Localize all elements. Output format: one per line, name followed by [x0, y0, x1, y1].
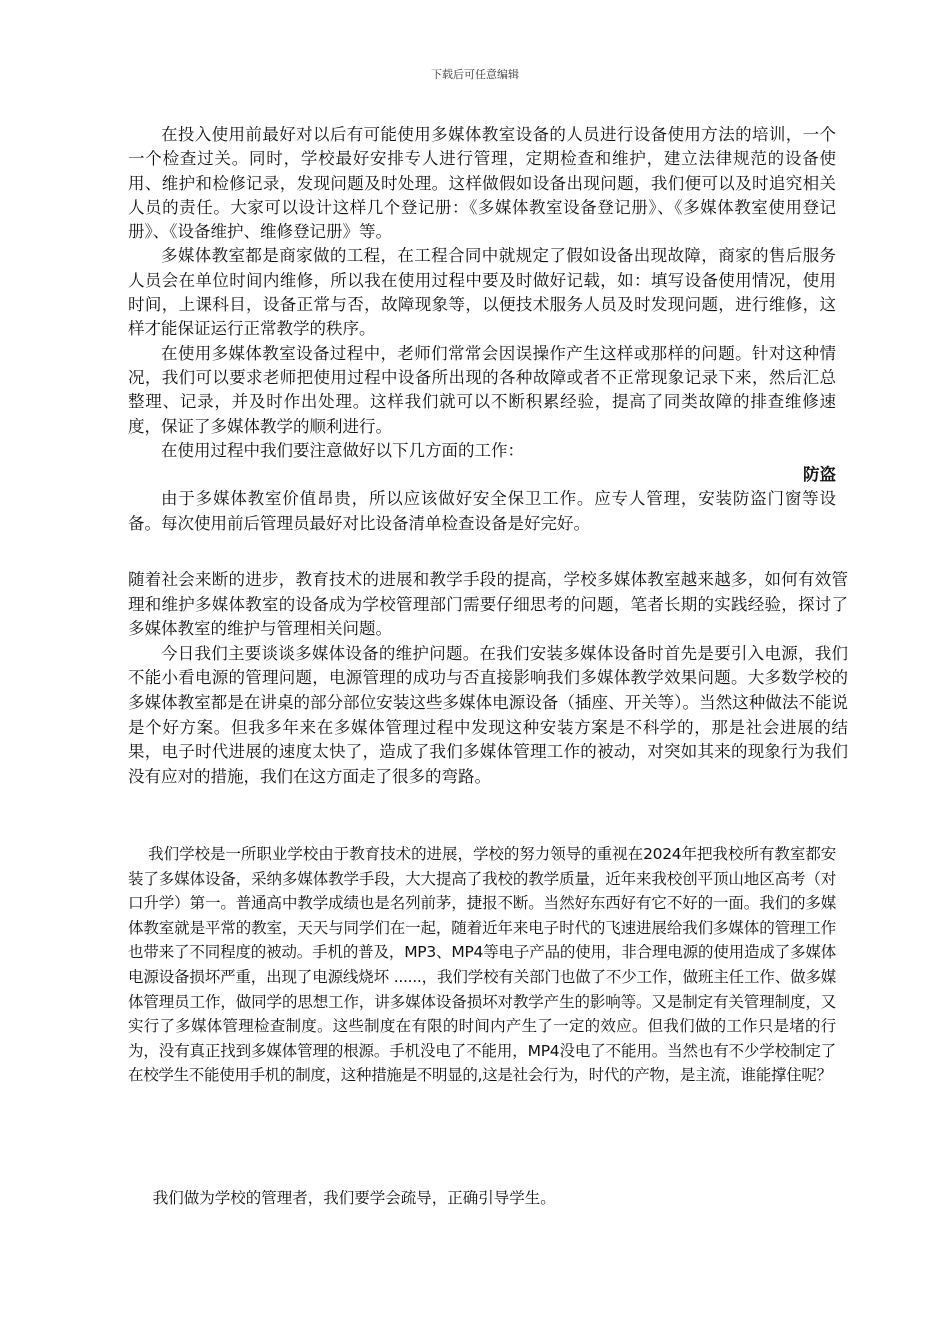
paragraph: 多媒体教室都是商家做的工程，在工程合同中就规定了假如设备出现故障，商家的售后服务人员会在单位时间内维修，所以我在使用过程中要及时做好记载，如：填写设备使用情况，使用时间，上课科目，设备正常与否，故障现象等，以便技术服务人员及时发现问题，进行维修，这样才能保证运行正常教学的秩序。: [128, 246, 836, 339]
paragraph: 今日我们主要谈谈多媒体设备的维护问题。在我们安装多媒体设备时首先是要引入电源，我们不能小看电源的管理问题，电源管理的成功与否直接影响我们多媒体教学效果问题。大多数学校的多媒体教室都是在讲桌的部分部位安装这些多媒体电源设备（插座、开关等）。当然这种做法不能说是个好方案。但我多年来在多媒体管理过程中发现这种安装方案是不科学的，那是社会进展的结果，电子时代进展的速度太快了，造成了我们多媒体管理工作的被动，对突如其来的现象行为我们没有应对的措施，我们在这方面走了很多的弯路。: [128, 643, 848, 786]
section-introduction: [128, 568, 848, 789]
section-maintenance-management: [128, 123, 836, 536]
paragraph: 由于多媒体教室价值昂贵，所以应该做好安全保卫工作。应专人管理，安装防盗门窗等设备。每次使用前后管理员最好对比设备清单检查设备是好完好。: [128, 489, 836, 533]
section-heading-theft-prevention: 防盗: [803, 465, 836, 485]
paragraph: 随着社会来断的进步，教育技术的进展和教学手段的提高，学校多媒体教室越来越多，如何有效管理和维护多媒体教室的设备成为学校管理部门需要仔细思考的问题，笔者长期的实践经验，探讨了多媒体教室的维护与管理相关问题。: [128, 570, 848, 639]
paragraph: 我们做为学校的管理者，我们要学会疏导，正确引导学生。: [152, 1189, 556, 1207]
paragraph: 在投入使用前最好对以后有可能使用多媒体教室设备的人员进行设备使用方法的培训，一个一个检查过关。同时，学校最好安排专人进行管理，定期检查和维护，建立法律规范的设备使用、维护和检修记录，发现问题及时处理。这样做假如设备出现问题，我们便可以及时追究相关人员的责任。大家可以设计这样几个登记册：《多媒体教室设备登记册》、《多媒体教室使用登记册》、《设备维护、维修登记册》等。: [128, 125, 836, 242]
page-header-note: 下载后可任意编辑: [431, 68, 519, 81]
paragraph: 在使用过程中我们要注意做好以下几方面的工作：: [161, 440, 524, 460]
section-school-case: [128, 842, 836, 1088]
paragraph: 我们学校是一所职业学校由于教育技术的进展，学校的努力领导的重视在2024年把我校所有教室都安装了多媒体设备，采纳多媒体教学手段，大大提高了我校的教学质量，近年来我校创平顶山地区高考（对口升学）第一。普通高中教学成绩也是名列前茅，捷报不断。当然好东西好有它不好的一面。我们的多媒体教室就是平常的教室，天天与同学们在一起，随着近年来电子时代的飞速进展给我们多媒体的管理工作也带来了不同程度的被动。手机的普及，MP3、MP4等电子产品的使用，非合理电源的使用造成了多媒体电源设备损坏严重，出现了电源线烧坏 ......，我们学校有关部门也做了不少工作，做班主任工作、做多媒体管理员工作，做同学的思想工作，讲多媒体设备损坏对教学产生的影响等。又是制定有关管理制度，又实行了多媒体管理检查制度。这些制度在有限的时间内产生了一定的效应。但我们做的工作只是堵的行为，没有真正找到多媒体管理的根源。手机没电了不能用，MP4没电了不能用。当然也有不少学校制定了在校学生不能使用手机的制度，这种措施是不明显的,这是社会行为，时代的产物，是主流，谁能撑住呢？: [128, 845, 836, 1085]
paragraph: 在使用多媒体教室设备过程中，老师们常常会因误操作产生这样或那样的问题。针对这种情况，我们可以要求老师把使用过程中设备所出现的各种故障或者不正常现象记录下来，然后汇总整理、记录，并及时作出处理。这样我们就可以不断积累经验，提高了同类故障的排查维修速度，保证了多媒体教学的顺利进行。: [128, 343, 836, 436]
section-conclusion: [128, 1186, 836, 1210]
